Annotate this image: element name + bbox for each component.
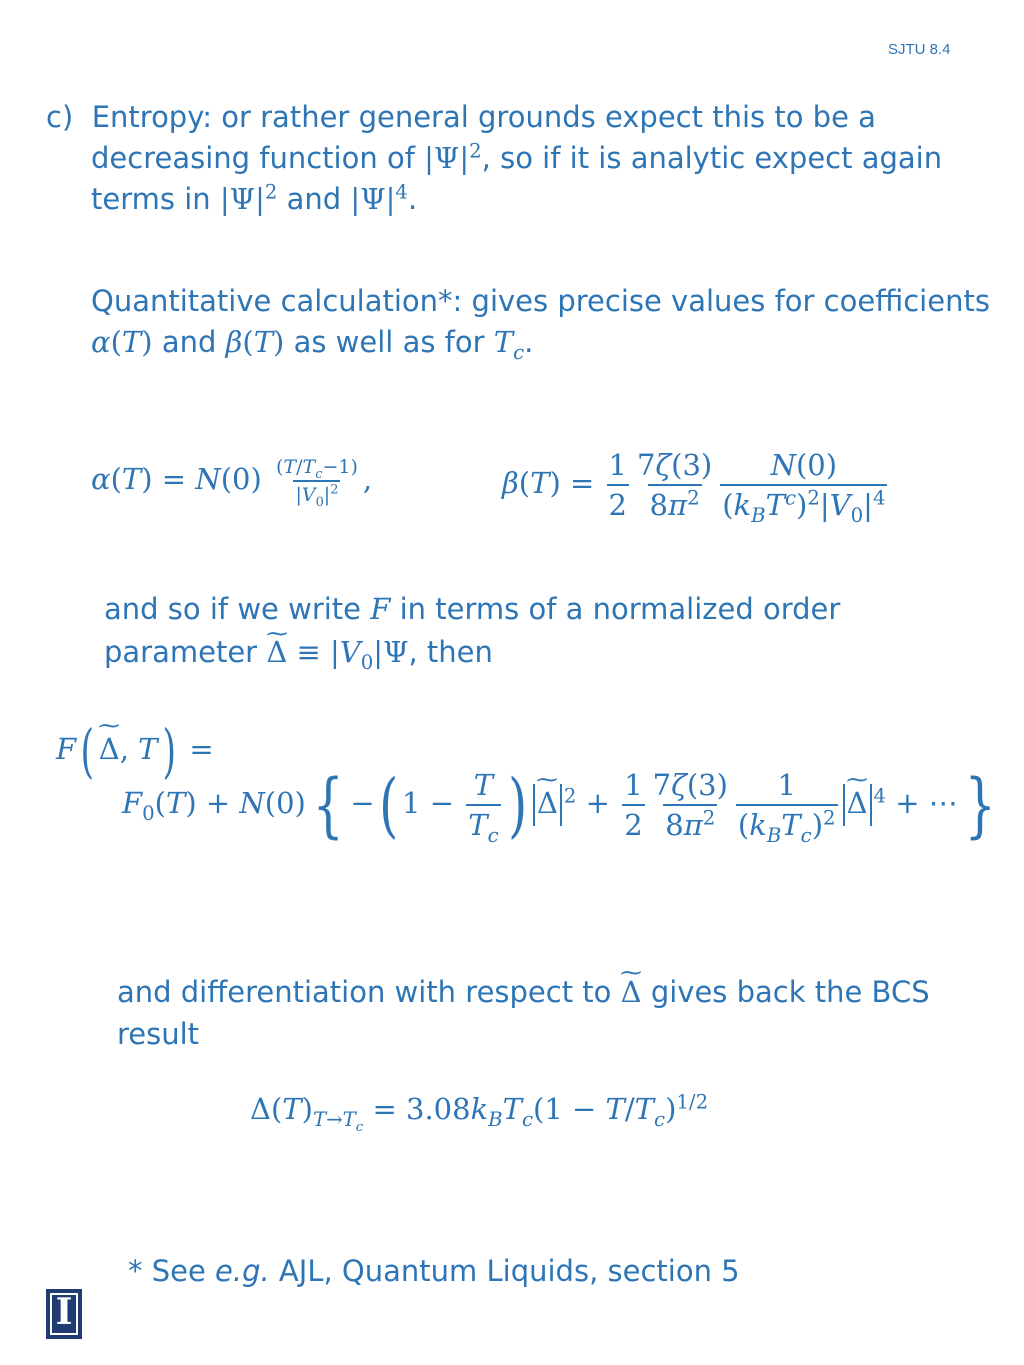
quantitative-line-1: Quantitative calculation*: gives precise values for coefficients (91, 284, 990, 318)
entropy-line-2-pre: decreasing function of (91, 141, 425, 175)
entropy-line-1: Entropy: or rather general grounds expect this to be a (91, 100, 876, 134)
quantitative-and: and (161, 325, 217, 359)
psi-squared: $|\Psi|^2$ (219, 180, 278, 216)
entropy-line-2-post: , so if it is analytic expect again (481, 141, 943, 175)
beta-symbol: β (225, 325, 243, 359)
differentiation-paragraph: and differentiation with respect to ~ Δ gives back the BCS result (117, 971, 930, 1055)
tc-symbol: $T_c$ (493, 325, 525, 364)
delta-definition: ~ $\Delta \equiv |V_0|\Psi$ (266, 635, 408, 669)
entropy-line-3-pre: terms in (91, 182, 220, 216)
differentiation-line-2: result (117, 1017, 200, 1051)
normalized-paragraph (104, 588, 840, 674)
entropy-line-3-mid: and (277, 182, 351, 216)
normalized-line-1-post: in terms of a normalized order (399, 592, 841, 626)
gap-result-equation: $\Delta(T)_{T\to T_c} = 3.08k_BT_c(1 - T/T_c)^{1/2}$ (250, 1090, 709, 1135)
differentiation-line-1-pre: and differentiation with respect to (117, 975, 612, 1009)
alpha-symbol: α (91, 325, 111, 359)
normalized-line-2-post: , then (408, 635, 493, 669)
alpha-formula: α(T) = N(0) $\frac{(T/T_c-1)}{|V_0|^2}$ , (91, 456, 373, 510)
differentiation-line-1-post: gives back the BCS (650, 975, 930, 1009)
quantitative-paragraph: Quantitative calculation*: gives precise values for coefficients α(T) and β(T) as well as for $T_c$. (91, 281, 990, 363)
free-energy-symbol: F (370, 592, 391, 626)
psi-squared: $|\Psi|^2$ (424, 139, 482, 175)
normalized-line-2-pre: parameter (104, 635, 258, 669)
free-energy-rhs: $F_0(T) + N(0)${ −( 1 − $\frac{T}{T_c}$ )~ Δ $^2$ + $\frac{1}{2}$ $\frac{7\zeta(3)}{8\pi^2}$ $\frac{1}{(k_BT_c)^2}$ ~ Δ $^4$ + ⋯} (122, 768, 1002, 842)
footnote-eg: e.g. (215, 1254, 270, 1288)
normalized-line-1-pre: and so if we write (104, 592, 362, 626)
entropy-paragraph: c) Entropy: or rather general grounds expect this to be a decreasing function of $|\Psi|^2$, so if it is analytic expect again terms in $|\Psi|^2$ and $|\Psi|^4$. (46, 100, 943, 216)
free-energy-lhs: F(~ Δ, T) = (56, 722, 214, 780)
psi-fourth: $|\Psi|^4$ (350, 180, 408, 216)
gap-coefficient: 3.08 (406, 1092, 471, 1126)
university-logo: I (46, 1289, 82, 1339)
slide-code: SJTU 8.4 (888, 41, 951, 58)
quantitative-as-well: as well as for (293, 325, 485, 359)
beta-formula: β(T) = $\frac{1}{2}$ $\frac{7\zeta(3)}{8\pi^2}$ $\frac{N(0)}{(k_BT^c)^2|V_0|^4}$ (502, 448, 886, 527)
item-bullet: c) (46, 100, 74, 134)
footnote: * See e.g. AJL, Quantum Liquids, section 5 (128, 1254, 740, 1288)
